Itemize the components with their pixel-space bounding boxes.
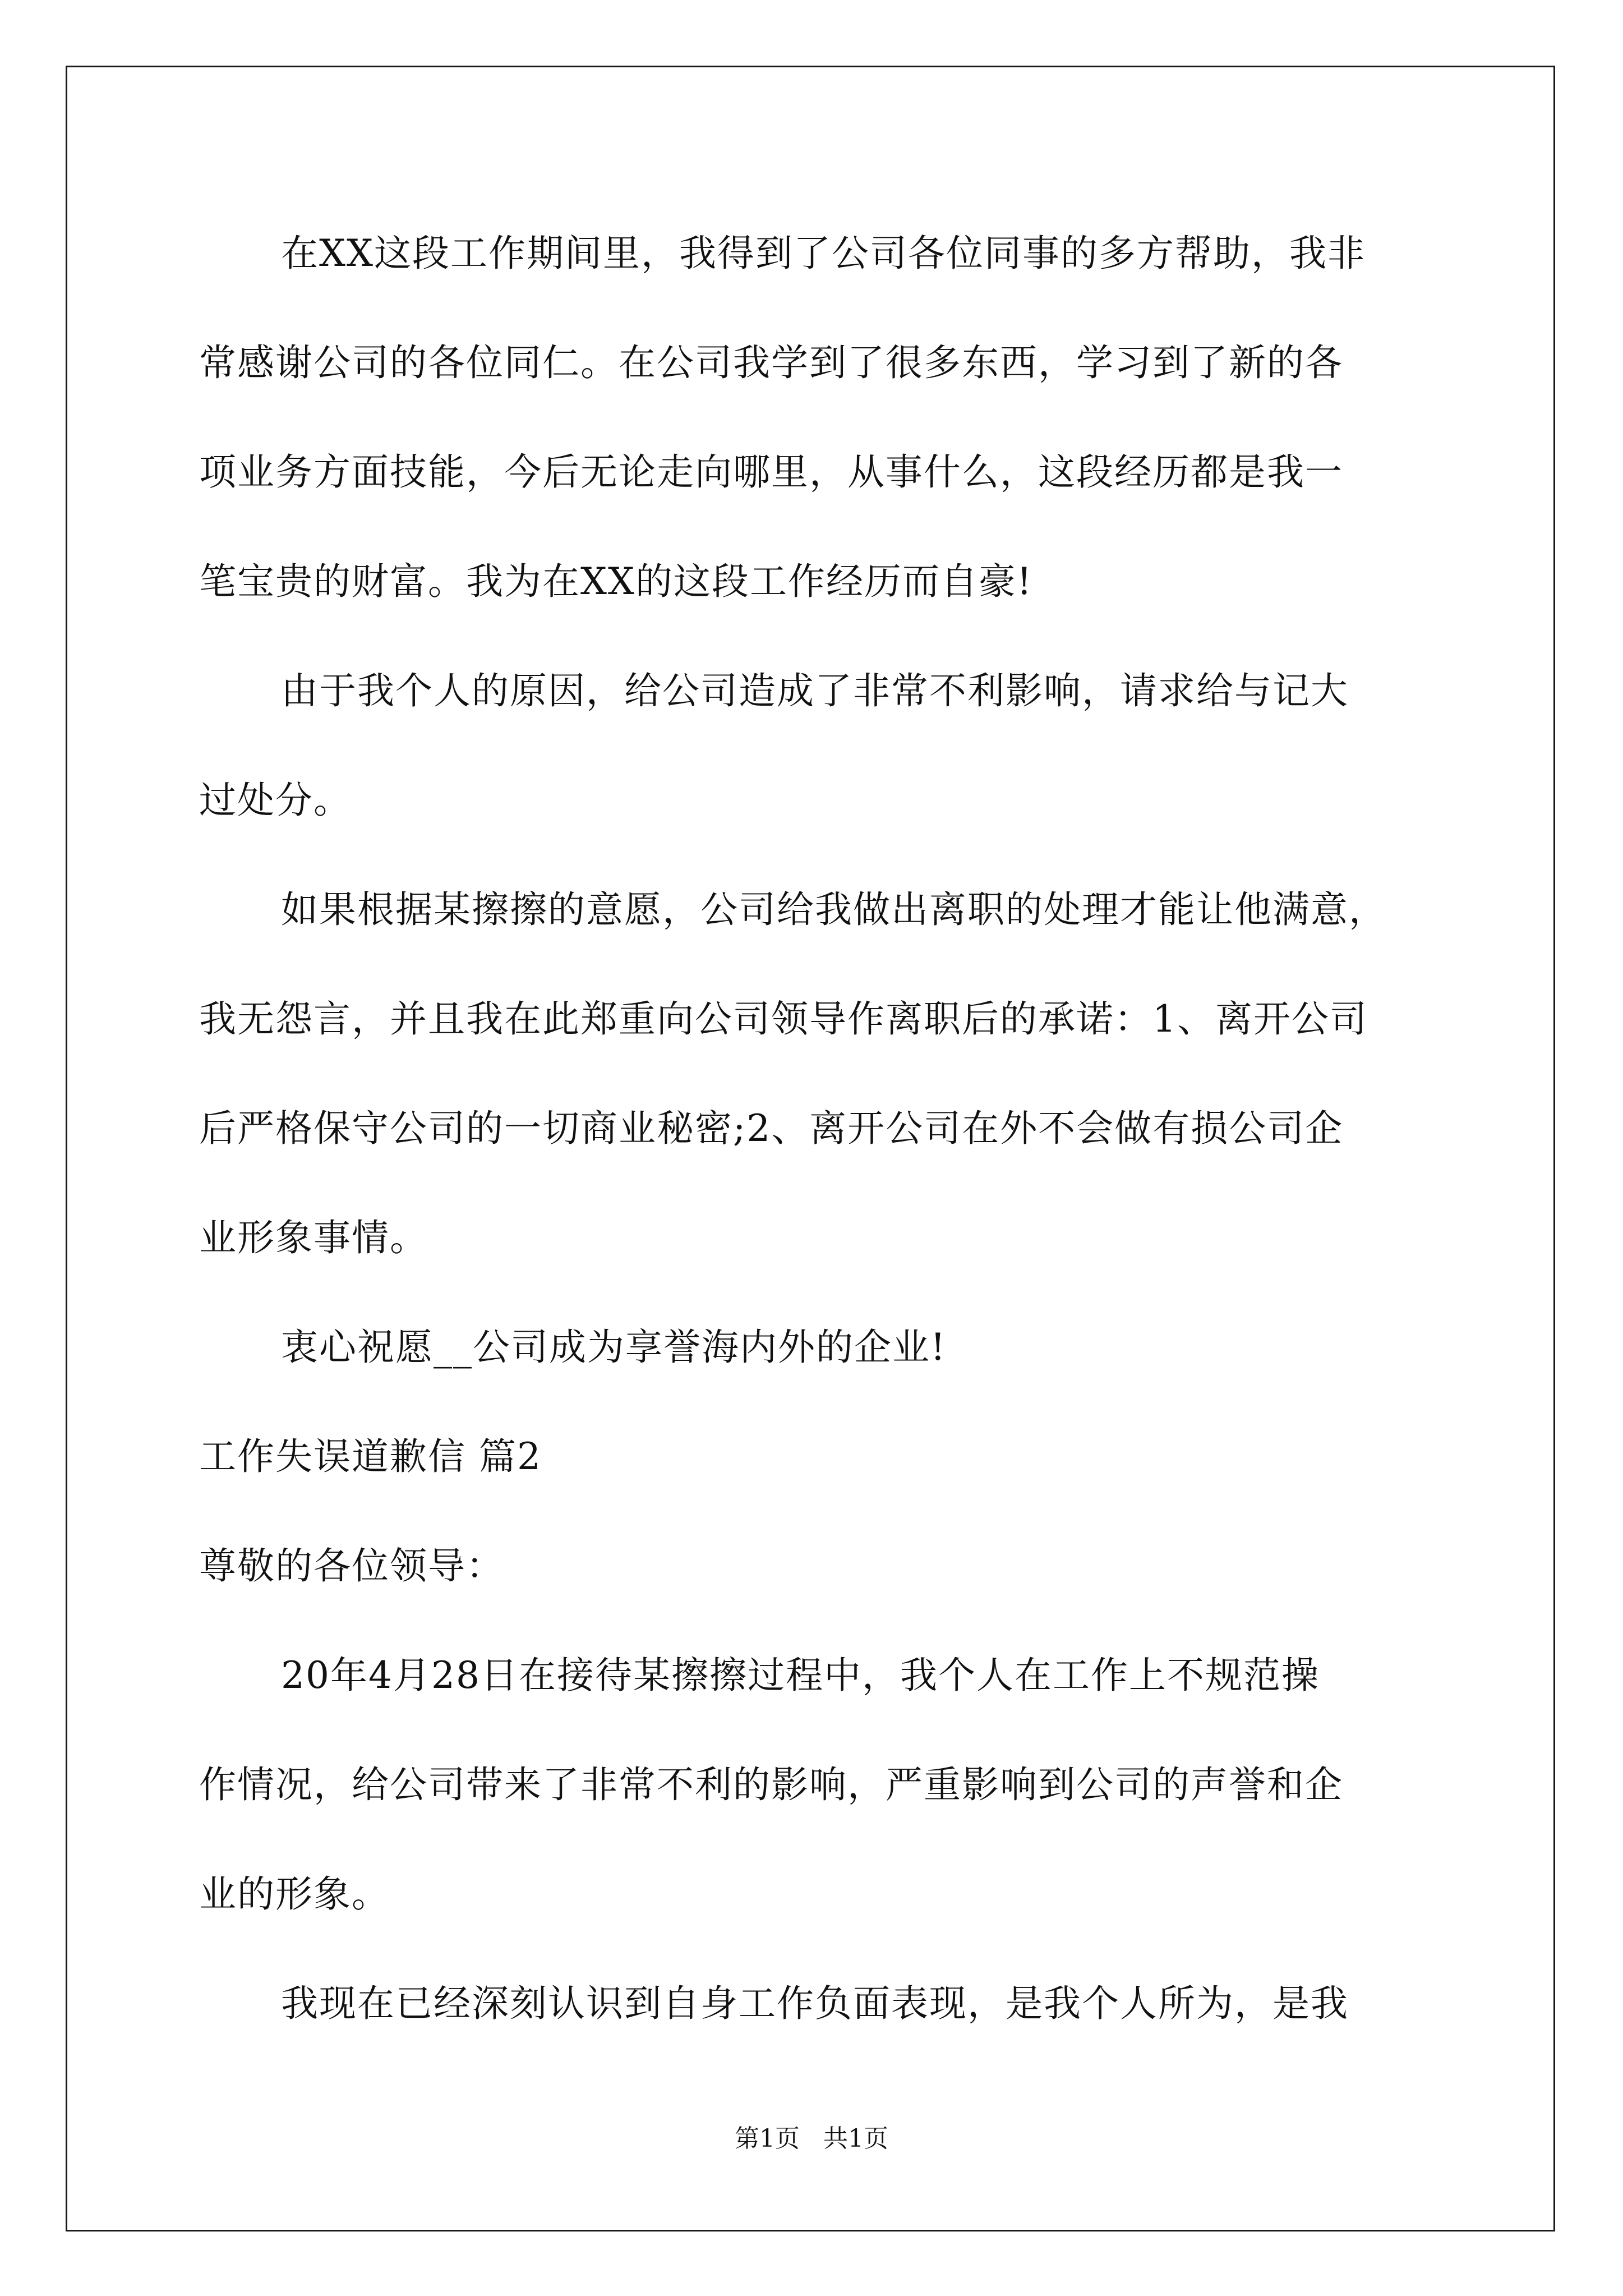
paragraph-1-line-1: 在XX这段工作期间里，我得到了公司各位同事的多方帮助，我非	[281, 232, 1366, 275]
paragraph-2-line-1: 由于我个人的原因，给公司造成了非常不利影响，请求给与记大	[281, 669, 1349, 712]
paragraph-4-line-2: 作情况，给公司带来了非常不利的影响，严重影响到公司的声誉和企	[199, 1763, 1343, 1806]
paragraph-3-line-3: 后严格保守公司的一切商业秘密;2、离开公司在外不会做有损公司企	[199, 1107, 1344, 1150]
paragraph-3-line-4: 业形象事情。	[199, 1216, 428, 1259]
paragraph-1-line-2: 常感谢公司的各位同仁。在公司我学到了很多东西，学习到了新的各	[199, 341, 1343, 384]
paragraph-2-line-2: 过处分。	[199, 779, 352, 822]
paragraph-1-line-3: 项业务方面技能，今后无论走向哪里，从事什么，这段经历都是我一	[199, 450, 1343, 494]
salutation: 尊敬的各位领导：	[199, 1544, 504, 1588]
paragraph-5-line-1: 我现在已经深刻认识到自身工作负面表现，是我个人所为，是我	[281, 1982, 1349, 2025]
page-footer: 第1页 共1页	[735, 2124, 888, 2153]
paragraph-1-line-4: 笔宝贵的财富。我为在XX的这段工作经历而自豪!	[199, 560, 1033, 603]
closing-wish: 衷心祝愿__公司成为享誉海内外的企业!	[281, 1326, 947, 1369]
section-heading: 工作失误道歉信 篇2	[199, 1435, 542, 1478]
paragraph-3-line-2: 我无怨言，并且我在此郑重向公司领导作离职后的承诺：1、离开公司	[199, 997, 1368, 1041]
paragraph-4-line-3: 业的形象。	[199, 1872, 390, 1916]
paragraph-4-line-1: 20年4月28日在接待某擦擦过程中，我个人在工作上不规范操	[281, 1654, 1320, 1697]
paragraph-3-line-1: 如果根据某擦擦的意愿，公司给我做出离职的处理才能让他满意，	[281, 888, 1387, 931]
